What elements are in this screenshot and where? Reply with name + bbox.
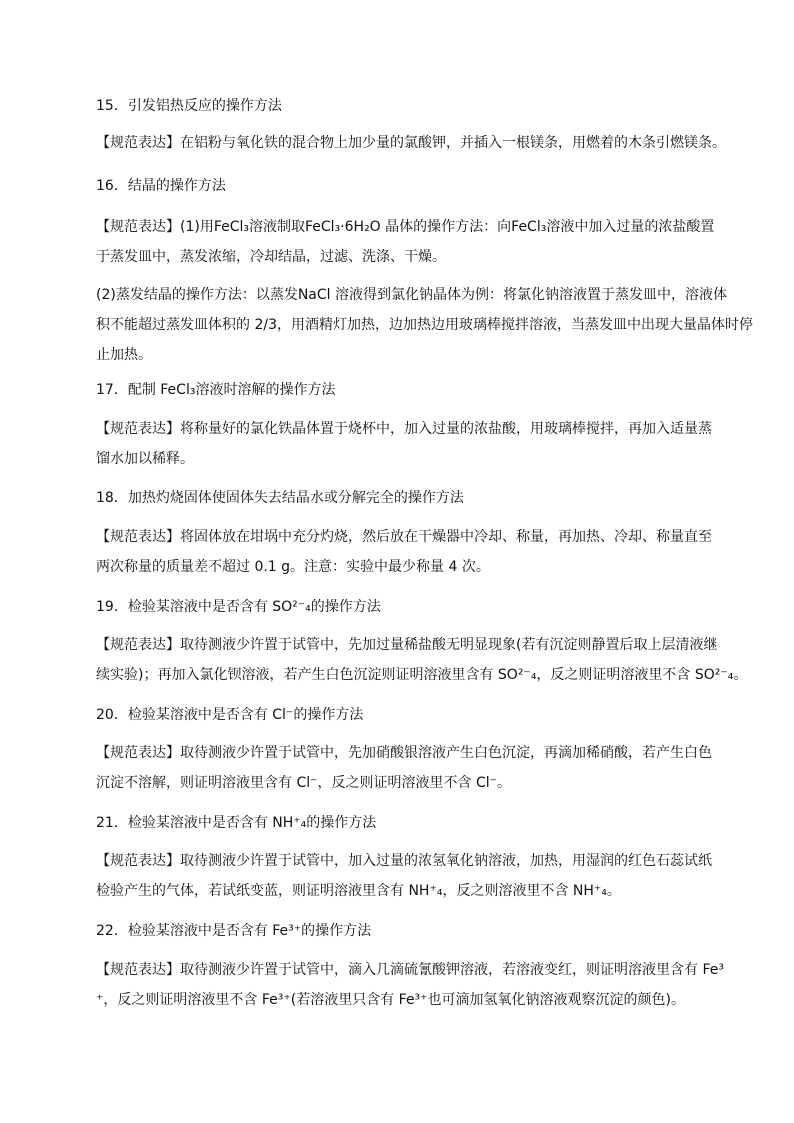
section-17-heading: 17．配制 FeCl₃溶液时溶解的操作方法 (96, 382, 336, 398)
section-18-heading: 18．加热灼烧固体使固体失去结晶水或分解完全的操作方法 (96, 490, 464, 506)
section-18-line-1: 【规范表达】将固体放在坩埚中充分灼烧，然后放在干燥器中冷却、称量，再加热、冷却、称量直至 (96, 529, 712, 545)
section-21-body (96, 846, 724, 906)
section-22-body (96, 955, 724, 1015)
section-19-line-2: 续实验)；再加入氯化钡溶液，若产生白色沉淀则证明溶液里含有 SO²⁻₄，反之则证明溶液里不含 SO²⁻₄。 (96, 667, 748, 683)
section-15-heading: 15．引发铝热反应的操作方法 (96, 98, 282, 114)
section-20-heading: 20．检验某溶液中是否含有 Cl⁻的操作方法 (96, 707, 364, 723)
section-19-line-1: 【规范表达】取待测液少许置于试管中，先加过量稀盐酸无明显现象(若有沉淀则静置后取上层清液继 (96, 637, 718, 653)
section-16-body-2 (96, 280, 753, 370)
section-15-line-1: 【规范表达】在铝粉与氧化铁的混合物上加少量的氯酸钾，并插入一根镁条，用燃着的木条引燃镁条。 (96, 135, 726, 151)
section-18-line-2: 两次称量的质量差不超过 0.1 g。注意：实验中最少称量 4 次。 (96, 559, 490, 575)
section-17-line-1: 【规范表达】将称量好的氯化铁晶体置于烧杯中，加入过量的浓盐酸，用玻璃棒搅拌，再加入适量蒸 (96, 421, 712, 437)
section-21-line-1: 【规范表达】取待测液少许置于试管中，加入过量的浓氢氧化钠溶液，加热，用湿润的红色石蕊试纸 (96, 853, 712, 869)
section-22-heading: 22．检验某溶液中是否含有 Fe³⁺的操作方法 (96, 923, 372, 939)
section-16-heading: 16．结晶的操作方法 (96, 178, 226, 194)
section-19-body (96, 630, 748, 690)
section-16-line-2: 于蒸发皿中，蒸发浓缩，冷却结晶，过滤、洗涤、干燥。 (96, 249, 446, 265)
section-16-line-3: (2)蒸发结晶的操作方法：以蒸发NaCl 溶液得到氯化钠晶体为例：将氯化钠溶液置于蒸发皿中，溶液体 (96, 287, 727, 303)
section-22-line-1: 【规范表达】取待测液少许置于试管中，滴入几滴硫氰酸钾溶液，若溶液变红，则证明溶液里含有 Fe³ (96, 962, 724, 978)
section-21-heading: 21．检验某溶液中是否含有 NH⁺₄的操作方法 (96, 815, 377, 831)
section-16-body (96, 212, 724, 272)
section-16-line-4: 积不能超过蒸发皿体积的 2/3，用酒精灯加热，边加热边用玻璃棒搅拌溶液，当蒸发皿中出现大量晶体时停 (96, 317, 753, 333)
section-20-line-1: 【规范表达】取待测液少许置于试管中，先加硝酸银溶液产生白色沉淀，再滴加稀硝酸，若产生白色 (96, 745, 712, 761)
section-20-body (96, 738, 724, 798)
section-20-line-2: 沉淀不溶解，则证明溶液里含有 Cl⁻，反之则证明溶液里不含 Cl⁻。 (96, 775, 512, 791)
section-17-body (96, 414, 724, 474)
section-15-body (96, 128, 724, 158)
section-21-line-2: 检验产生的气体，若试纸变蓝，则证明溶液里含有 NH⁺₄，反之则溶液里不含 NH⁺₄。 (96, 883, 621, 899)
section-16-line-5: 止加热。 (96, 347, 152, 363)
section-18-body (96, 522, 724, 582)
section-22-line-2: ⁺，反之则证明溶液里不含 Fe³⁺(若溶液里只含有 Fe³⁺也可滴加氢氧化钠溶液观察沉淀的颜色)。 (96, 992, 686, 1008)
section-19-heading: 19．检验某溶液中是否含有 SO²⁻₄的操作方法 (96, 599, 381, 615)
section-17-line-2: 馏水加以稀释。 (96, 451, 194, 467)
section-16-line-1: 【规范表达】(1)用FeCl₃溶液制取FeCl₃·6H₂O 晶体的操作方法：向FeCl₃溶液中加入过量的浓盐酸置 (96, 219, 715, 235)
